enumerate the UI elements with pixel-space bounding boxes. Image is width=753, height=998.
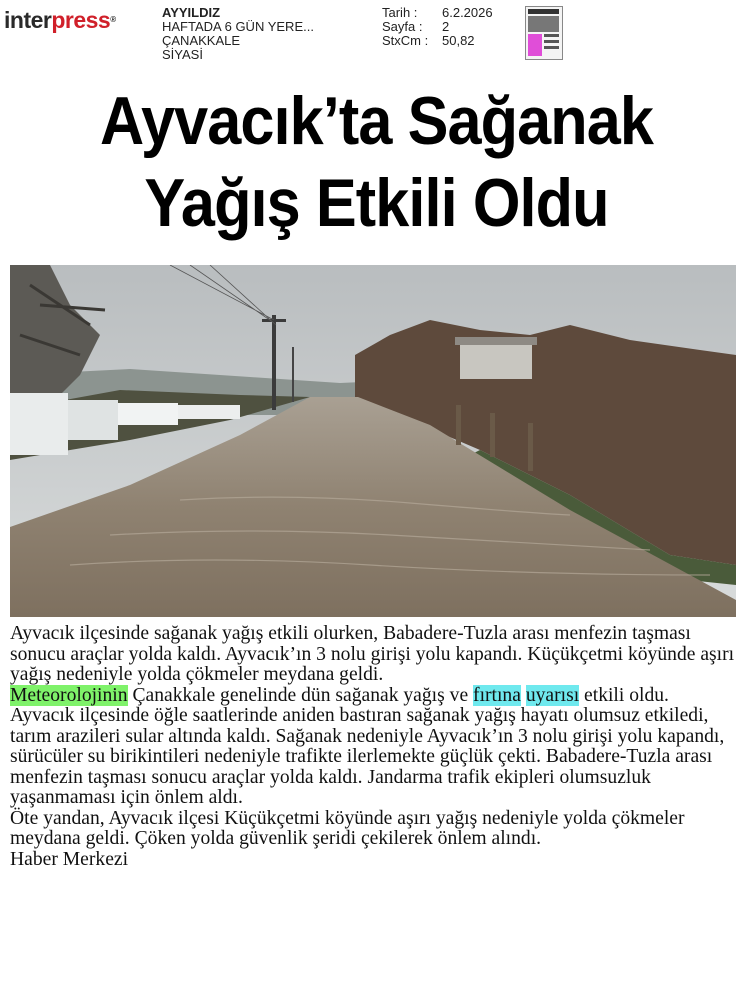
logo-main-text: inter [4,7,52,33]
info-value: 6.2.2026 [442,5,493,20]
highlight-keyword: uyarısı [525,684,580,706]
article-paragraph-1: Ayvacık ilçesinde sağanak yağış etkili olurken, Babadere-Tuzla arası menfezin taşması sonucu araçlar yolda kaldı. Ayvacık’ın 3 nolu girişi yolu kapandı. Küçükçetmi köyünde aşırı yağış nedeniyle yolda çökmeler meydana geldi. [10,623,735,685]
logo-registered-mark: ® [110,15,116,24]
info-row-stxcm [382,34,493,48]
article-byline: Haber Merkezi [10,848,129,870]
headline-line-1: Ayvacık’ta Sağanak [99,83,654,159]
article-paragraph-3: Öte yandan, Ayvacık ilçesi Küçükçetmi köyünde aşırı yağış nedeniyle yolda çökmeler meydana geldi. Çöken yolda güvenlik şeridi çekilerek önlem alındı. [10,807,685,849]
info-value: 2 [442,19,450,34]
interpress-logo [4,6,116,34]
article-headline [38,80,716,244]
info-key: Tarih : [382,5,418,20]
flooded-road-photo [10,265,736,617]
info-key: Sayfa : [382,19,423,34]
highlight-keyword: fırtına [473,684,521,706]
info-value: 50,82 [442,33,475,48]
clipping-info [382,6,493,48]
headline-line-2: Yağış Etkili Oldu [144,165,609,241]
info-row-page [382,20,493,34]
info-key: StxCm : [382,33,429,48]
highlight-keyword: Meteorolojinin [10,684,128,706]
article-paragraph-2: Meteorolojinin Çanakkale genelinde dün sağanak yağış ve fırtına uyarısı etkili oldu. Ayvacık ilçesinde öğle saatlerinde aniden bastıran sağanak yağış hayatı olumsuz etkiledi, tarım arazileri sular altında kaldı. Sağanak nedeniyle Ayvacık’ın 3 nolu girişi yolu kapandı, sürücüler su birikintileri nedeniyle trafikte ilerlemekte güçlük çekti. Babadere-Tuzla arası menfezin taşması sonucu araçlar yolda kaldı. Jandarma trafik ekipleri olumsuzluk yaşanmaması için önlem aldı. [10,684,725,808]
logo-accent-text: press [51,7,111,33]
publication-meta [162,6,314,62]
info-row-date [382,6,493,20]
publication-name: AYYILDIZ [162,5,221,20]
page-thumbnail[interactable] [525,6,563,60]
publication-frequency: HAFTADA 6 GÜN YERE... [162,19,314,34]
publication-region: ÇANAKKALE [162,33,241,48]
article-body [10,624,736,870]
publication-category: SİYASİ [162,47,203,62]
